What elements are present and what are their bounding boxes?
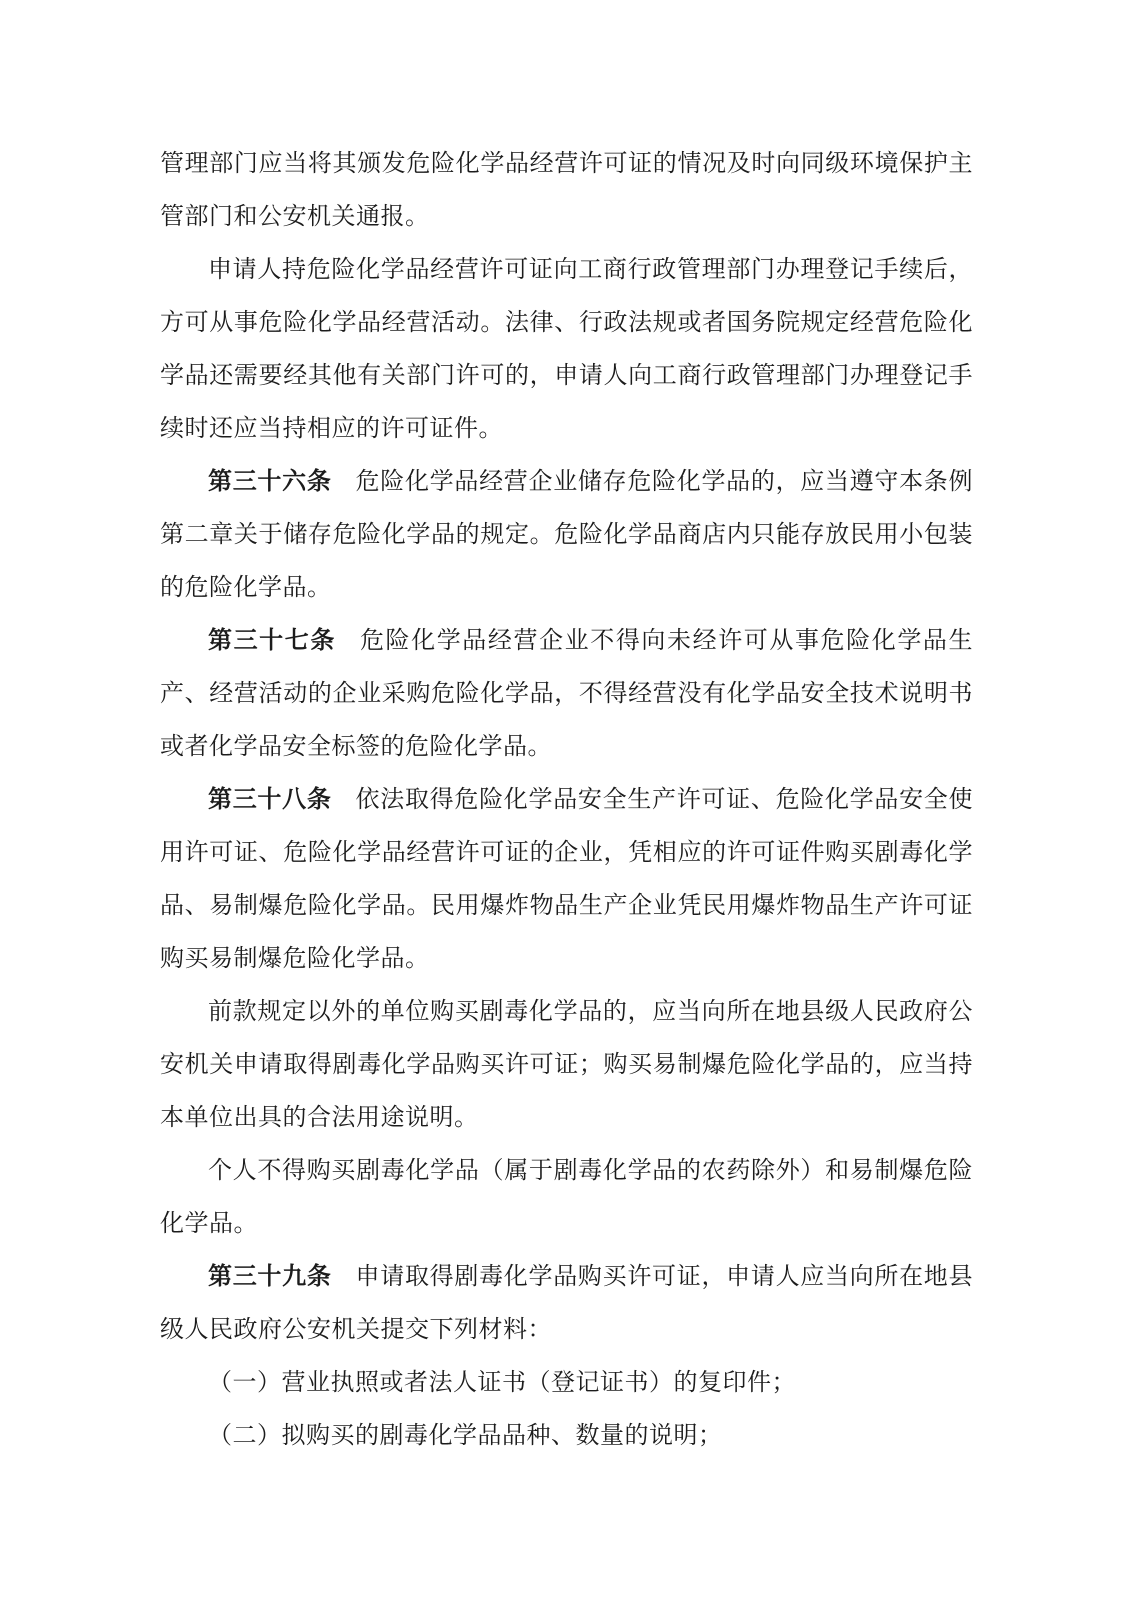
paragraph xyxy=(160,986,973,1145)
paragraph-article-39 xyxy=(160,1251,973,1357)
paragraph-continuation xyxy=(160,138,973,244)
paragraph-list-item-2 xyxy=(160,1410,973,1463)
article-number-lead: 第三十九条 xyxy=(208,1264,332,1290)
paragraph-text: 申请人持危险化学品经营许可证向工商行政管理部门办理登记手续后，方可从事危险化学品经营活动。法律、行政法规或者国务院规定经营危险化学品还需要经其他有关部门许可的，申请人向工商行政管理部门办理登记手续时还应当持相应的许可证件。 xyxy=(160,257,973,442)
paragraph-text: （一）营业执照或者法人证书（登记证书）的复印件； xyxy=(208,1370,796,1396)
article-number-lead: 第三十七条 xyxy=(208,628,336,654)
paragraph-text: 个人不得购买剧毒化学品（属于剧毒化学品的农药除外）和易制爆危险化学品。 xyxy=(160,1158,973,1237)
article-number-lead: 第三十八条 xyxy=(208,787,332,813)
paragraph-article-37 xyxy=(160,615,973,774)
paragraph xyxy=(160,244,973,456)
paragraph-text: 申请取得剧毒化学品购买许可证，申请人应当向所在地县级人民政府公安机关提交下列材料： xyxy=(160,1264,974,1343)
paragraph-text: 危险化学品经营企业不得向未经许可从事危险化学品生产、经营活动的企业采购危险化学品，不得经营没有化学品安全技术说明书或者化学品安全标签的危险化学品。 xyxy=(160,628,974,760)
paragraph-text: （二）拟购买的剧毒化学品品种、数量的说明； xyxy=(208,1423,723,1449)
paragraph-article-38 xyxy=(160,774,973,986)
paragraph-list-item-1 xyxy=(160,1357,973,1410)
paragraph-text: 依法取得危险化学品安全生产许可证、危险化学品安全使用许可证、危险化学品经营许可证的企业，凭相应的许可证件购买剧毒化学品、易制爆危险化学品。民用爆炸物品生产企业凭民用爆炸物品生产许可证购买易制爆危险化学品。 xyxy=(160,787,974,972)
article-number-lead: 第三十六条 xyxy=(208,469,332,495)
paragraph-text: 前款规定以外的单位购买剧毒化学品的，应当向所在地县级人民政府公安机关申请取得剧毒化学品购买许可证；购买易制爆危险化学品的，应当持本单位出具的合法用途说明。 xyxy=(160,999,973,1131)
paragraph xyxy=(160,1145,973,1251)
paragraph-article-36 xyxy=(160,456,973,615)
paragraph-text: 危险化学品经营企业储存危险化学品的，应当遵守本条例第二章关于储存危险化学品的规定。危险化学品商店内只能存放民用小包装的危险化学品。 xyxy=(160,469,974,601)
paragraph-text: 管理部门应当将其颁发危险化学品经营许可证的情况及时向同级环境保护主管部门和公安机关通报。 xyxy=(160,151,973,230)
